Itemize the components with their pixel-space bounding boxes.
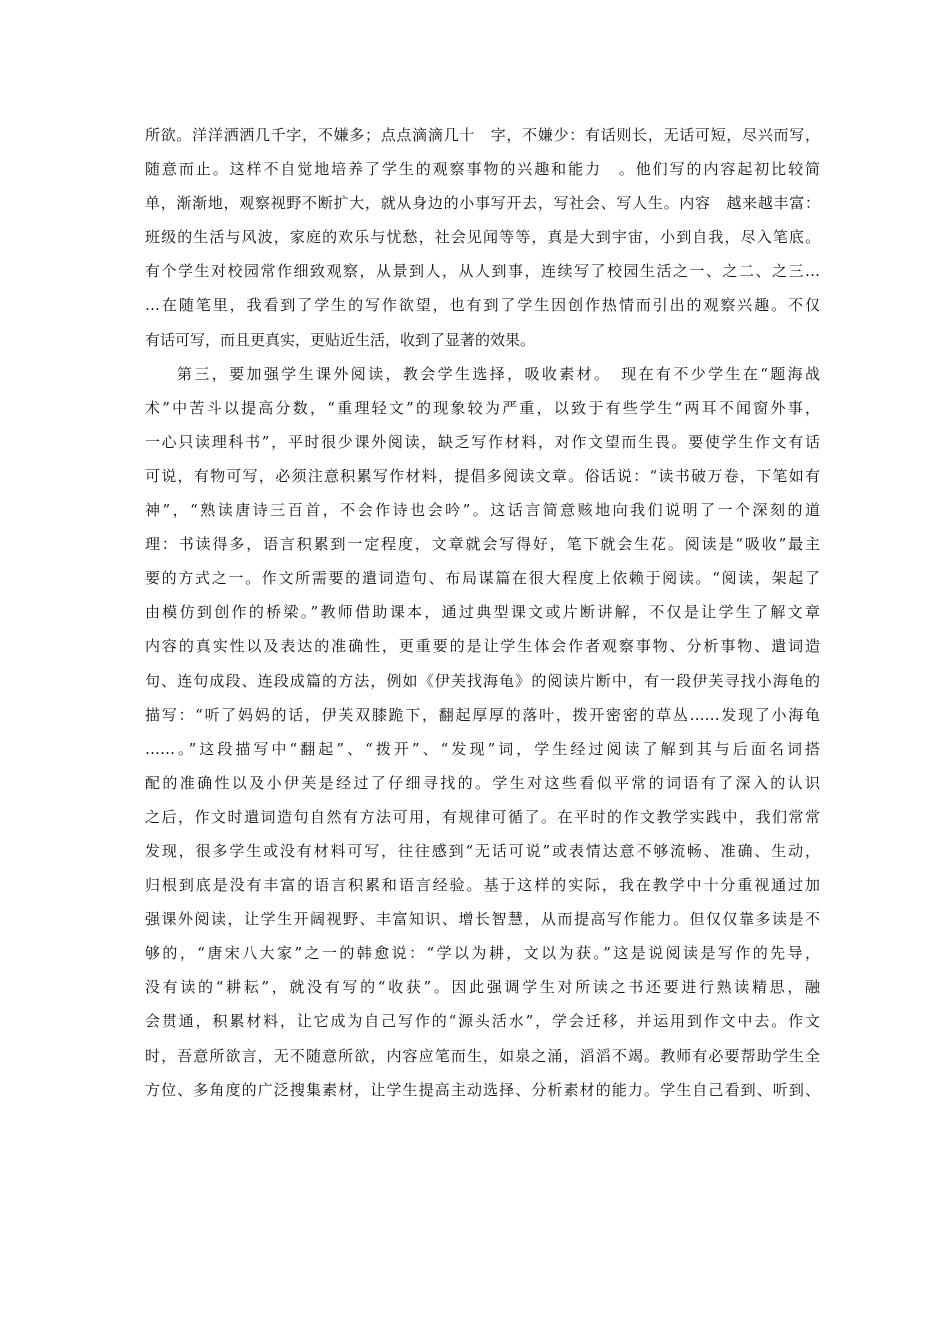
text-line: 单，渐渐地，观察视野不断扩大，就从身边的小事写开去，写社会、写人生。内容 越来越丰富： <box>145 194 820 213</box>
text-line: 内容的真实性以及表达的准确性，更重要的是让学生体会作者观察事物、分析事物、遣词造 <box>145 637 820 656</box>
text-line: 随意而止。这样不自觉地培养了学生的观察事物的兴趣和能力 。他们写的内容起初比较简 <box>145 160 820 179</box>
text-line: 理：书读得多，语言积累到一定程度，文章就会写得好，笔下就会生花。阅读是“吸收”最主 <box>145 535 820 554</box>
text-line: 方位、多角度的广泛搜集素材，让学生提高主动选择、分析素材的能力。学生自己看到、听到、 <box>145 1080 820 1099</box>
document-body <box>145 118 820 1107</box>
text-line: 一心只读理科书”，平时很少课外阅读，缺乏写作材料，对作文望而生畏。要使学生作文有话 <box>145 432 820 451</box>
paragraph-start-line: 第三，要加强学生课外阅读，教会学生选择，吸收素材。 现在有不少学生在“题海战 <box>177 364 820 383</box>
text-line: ……。”这段描写中“翻起”、“拨开”、“发现”词，学生经过阅读了解到其与后面名词搭 <box>145 739 820 758</box>
text-line: 时，吾意所欲言，无不随意所欲，内容应笔而生，如泉之涌，滔滔不竭。教师有必要帮助学生全 <box>145 1046 820 1065</box>
text-line: 强课外阅读，让学生开阔视野、丰富知识、增长智慧，从而提高写作能力。但仅仅靠多读是不 <box>145 910 820 929</box>
text-line: 神”，“熟读唐诗三百首，不会作诗也会吟”。这话言简意赅地向我们说明了一个深刻的道 <box>145 501 820 520</box>
text-line: 会贯通，积累材料，让它成为自己写作的“源头活水”，学会迁移，并运用到作文中去。作文 <box>145 1012 820 1031</box>
text-line: 由模仿到创作的桥梁。”教师借助课本，通过典型课文或片断讲解，不仅是让学生了解文章 <box>145 603 820 622</box>
text-line: 所欲。洋洋洒洒几千字，不嫌多；点点滴滴几十 字，不嫌少：有话则长，无话可短，尽兴而写， <box>145 126 820 144</box>
text-line: 有个学生对校园常作细致观察，从景到人，从人到事，连续写了校园生活之一、之二、之三… <box>145 262 820 281</box>
text-line: 之后，作文时遣词造句自然有方法可用，有规律可循了。在平时的作文教学实践中，我们常常 <box>145 807 820 826</box>
paragraph-end-line: 有话可写，而且更真实，更贴近生活，收到了显著的效果。 <box>145 330 536 349</box>
text-line: 可说，有物可写，必须注意积累写作材料，提倡多阅读文章。俗话说：“读书破万卷，下笔如有 <box>145 466 820 485</box>
text-line: 发现，很多学生或没有材料可写，往往感到“无话可说”或表情达意不够流畅、准确、生动， <box>145 841 820 860</box>
text-line: 够的，“唐宋八大家”之一的韩愈说：“学以为耕，文以为获。”这是说阅读是写作的先导， <box>145 944 820 963</box>
text-line: 术”中苦斗以提高分数，“重理轻文”的现象较为严重，以致于有些学生“两耳不闻窗外事， <box>145 398 820 417</box>
text-line: 班级的生活与风波，家庭的欢乐与忧愁，社会见闻等等，真是大到宇宙，小到自我，尽入笔底。 <box>145 228 820 247</box>
text-line: 归根到底是没有丰富的语言积累和语言经验。基于这样的实际，我在教学中十分重视通过加 <box>145 876 820 895</box>
text-line: …在随笔里，我看到了学生的写作欲望，也有到了学生因创作热情而引出的观察兴趣。不仅 <box>145 296 820 315</box>
text-line: 要的方式之一。作文所需要的遣词造句、布局谋篇在很大程度上依赖于阅读。“阅读，架起了 <box>145 569 820 588</box>
text-line: 描写：“听了妈妈的话，伊芙双膝跪下，翻起厚厚的落叶，拨开密密的草丛……发现了小海龟 <box>145 705 820 724</box>
text-line: 句、连句成段、连段成篇的方法，例如《伊芙找海龟》的阅读片断中，有一段伊芙寻找小海龟的 <box>145 671 820 690</box>
text-line: 配的准确性以及小伊芙是经过了仔细寻找的。学生对这些看似平常的词语有了深入的认识 <box>145 773 820 792</box>
text-line: 没有读的“耕耘”，就没有写的“收获”。因此强调学生对所读之书还要进行熟读精思，融 <box>145 978 820 997</box>
